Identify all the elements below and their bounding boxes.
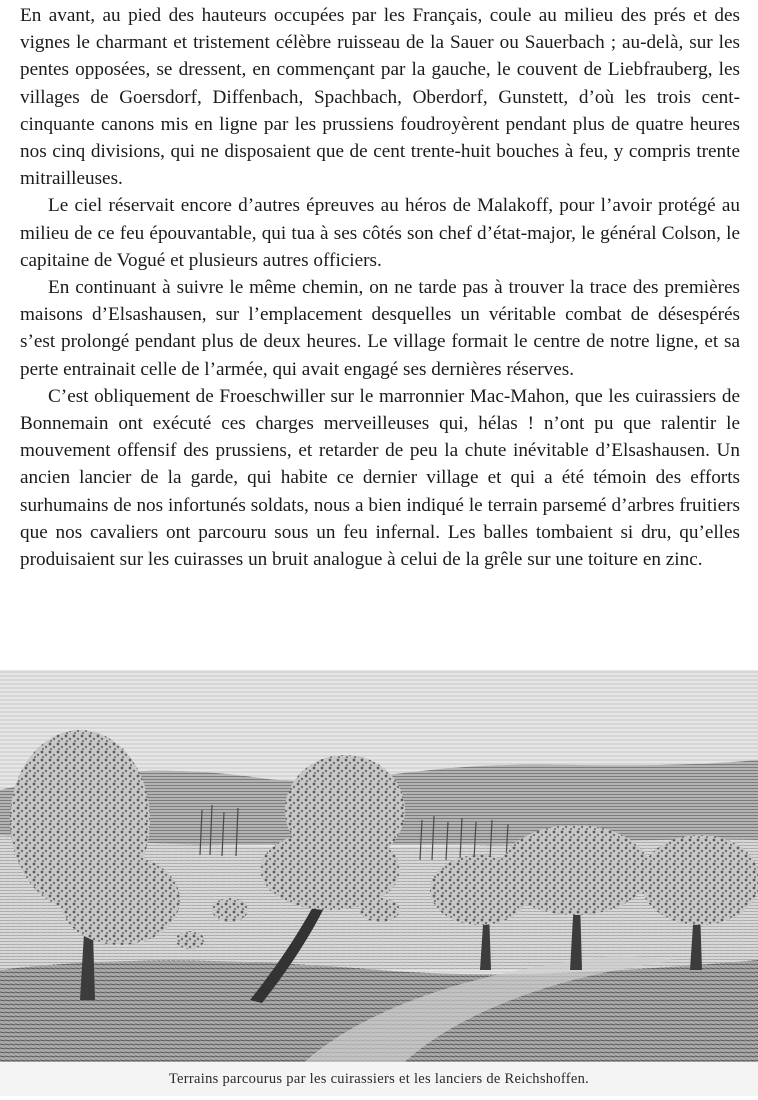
- paragraph-3: En continuant à suivre le même chemin, on ne tarde pas à trouver la trace des premières maisons d’Elsashausen, sur l’emplacement desquelles un véritable combat de désespérés s’est prolongé pendant plus de deux heures. Le village formait le centre de notre ligne, et sa perte entrainait celle de l’armée, qui avait engagé ses dernières réserves.: [20, 277, 740, 380]
- body-text: [20, 2, 740, 573]
- paragraph-4: C’est obliquement de Froeschwiller sur le marronnier Mac-Mahon, que les cuirassiers de Bonnemain ont exécuté ces charges merveilleuses qui, hélas ! n’ont pu que ralentir le mouvement offensif des prussiens, et retarder de peu la chute inévitable d’Elsashausen. Un ancien lancier de la garde, qui habite ce dernier village et qui a été témoin des efforts surhumains de nos infortunés soldats, nous a bien indiqué le terrain parsemé d’arbres fruitiers que nos cavaliers ont parcouru sous un feu infernal. Les balles tombaient si dru, qu’elles produisaient sur les cuirasses un bruit analogue à celui de la grêle sur une toiture en zinc.: [20, 385, 740, 571]
- illustration-caption: Terrains parcourus par les cuirassiers et les lanciers de Reichshoffen.: [0, 1062, 758, 1096]
- paragraph-1: En avant, au pied des hauteurs occupées par les Français, coule au milieu des prés et des vignes le charmant et tristement célèbre ruisseau de la Sauer ou Sauerbach ; au-delà, sur les pentes opposées, se dressent, en commençant par la gauche, le couvent de Liebfrauberg, les villages de Goersdorf, Diffenbach, Spachbach, Oberdorf, Gunstett, d’où les trois cent-cinquante canons mis en ligne par les prussiens foudroyèrent pendant plus de quatre heures nos cinq divisions, qui ne disposaient que de cent trente-huit bouches à feu, y compris trente mitrailleuses.: [20, 5, 740, 190]
- engraving-landscape: [0, 670, 758, 1066]
- paragraph-2: Le ciel réservait encore d’autres épreuves au héros de Malakoff, pour l’avoir protégé au milieu de ce feu épouvantable, qui tua à ses côtés son chef d’état-major, le général Colson, le capitaine de Vogué et plusieurs autres officiers.: [20, 195, 740, 271]
- engraving-illustration: [0, 670, 758, 1066]
